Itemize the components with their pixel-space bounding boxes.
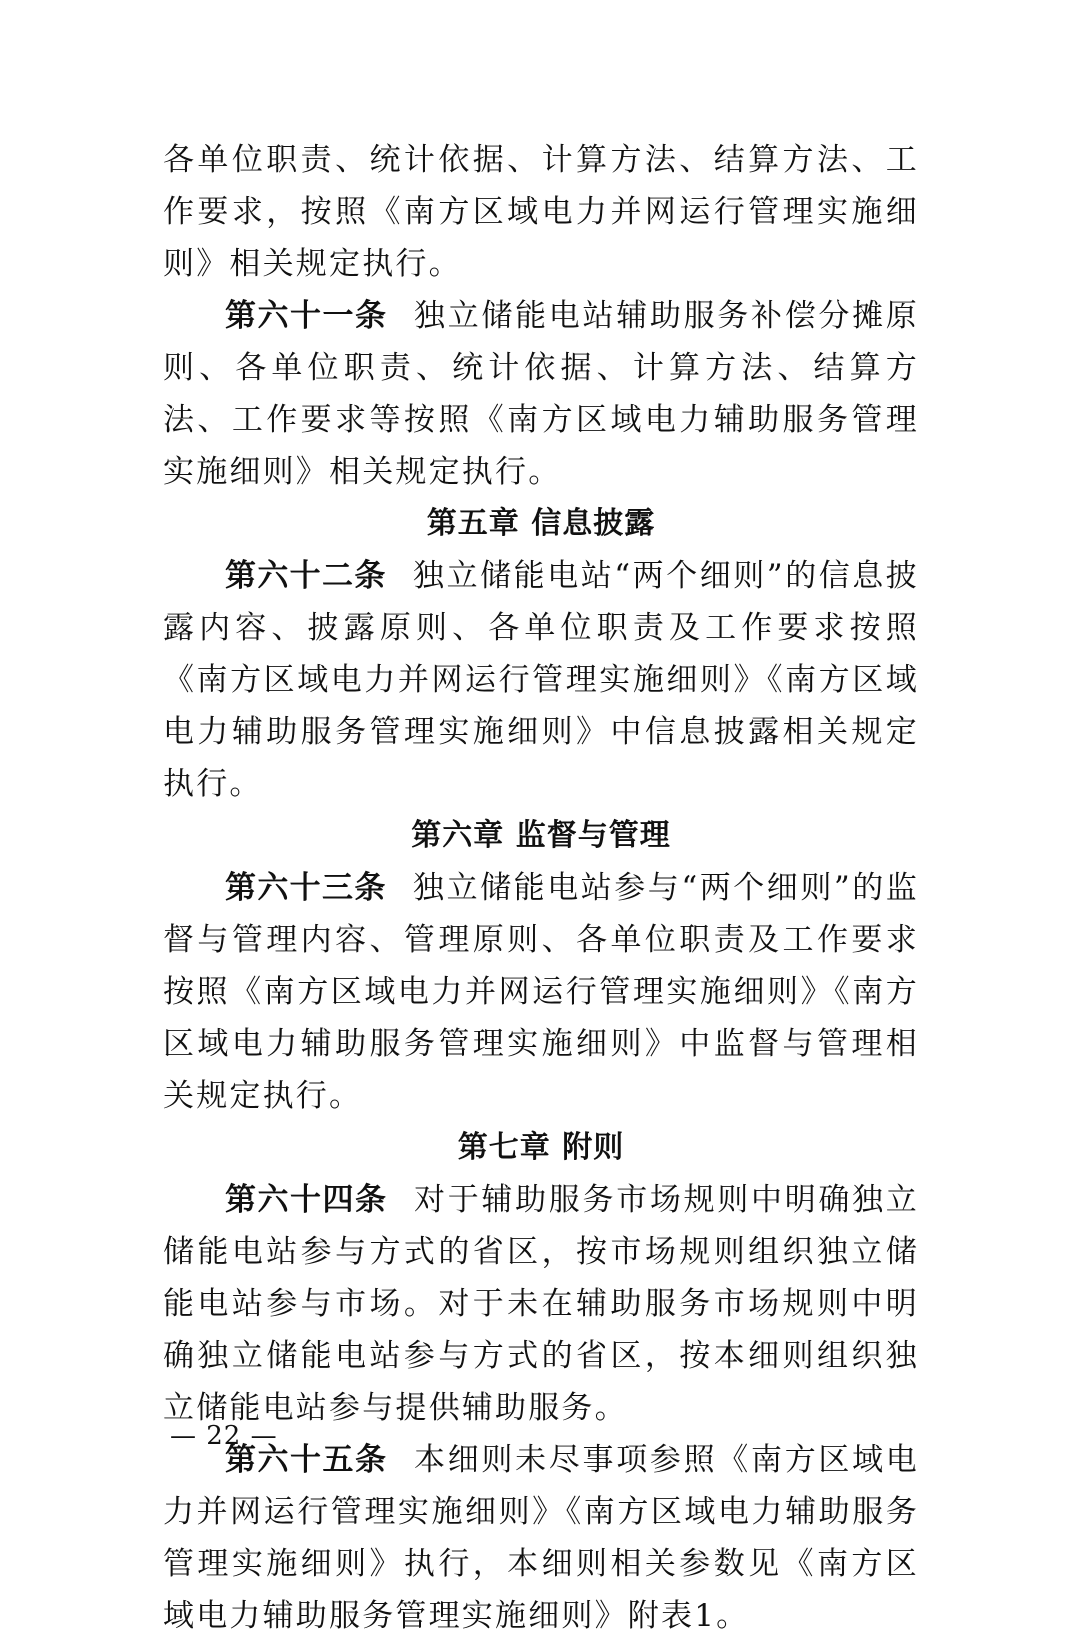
article-64 [163,1174,919,1434]
article-62 [163,550,919,810]
article-label: 第六十四条 [225,1182,388,1218]
chapter-heading-6: 第六章 监督与管理 [411,818,671,853]
article-text: 对于辅助服务市场规则中明确独立储能电站参与方式的省区，按市场规则组织独立储能电站参与市场。对于未在辅助服务市场规则中明确独立储能电站参与方式的省区，按本细则组织独立储能电站参与提供辅助服务。 [163,1182,919,1426]
chapter-heading-7: 第七章 附则 [457,1130,625,1165]
article-63 [163,862,919,1122]
article-text: 独立储能电站“两个细则”的信息披露内容、披露原则、各单位职责及工作要求按照《南方区域电力并网运行管理实施细则》《南方区域电力辅助服务管理实施细则》中信息披露相关规定执行。 [163,558,920,802]
article-65 [163,1434,919,1642]
chapter-heading-5: 第五章 信息披露 [426,506,656,541]
article-61 [163,290,919,498]
page-number: — 22 — [170,1421,278,1451]
article-text: 独立储能电站辅助服务补偿分摊原则、各单位职责、统计依据、计算方法、结算方法、工作要求等按照《南方区域电力辅助服务管理实施细则》相关规定执行。 [163,298,919,490]
paragraph-continuation [163,134,919,290]
article-label: 第六十三条 [225,870,387,906]
article-label: 第六十一条 [225,298,388,334]
article-label: 第六十五条 [225,1442,388,1478]
article-text: 本细则未尽事项参照《南方区域电力并网运行管理实施细则》《南方区域电力辅助服务管理实施细则》执行，本细则相关参数见《南方区域电力辅助服务管理实施细则》附表1。 [163,1442,919,1634]
paragraph-text: 各单位职责、统计依据、计算方法、结算方法、工作要求，按照《南方区域电力并网运行管理实施细则》相关规定执行。 [163,142,919,282]
article-text: 独立储能电站参与“两个细则”的监督与管理内容、管理原则、各单位职责及工作要求按照《南方区域电力并网运行管理实施细则》《南方区域电力辅助服务管理实施细则》中监督与管理相关规定执行。 [163,870,920,1114]
article-label: 第六十二条 [225,558,387,594]
